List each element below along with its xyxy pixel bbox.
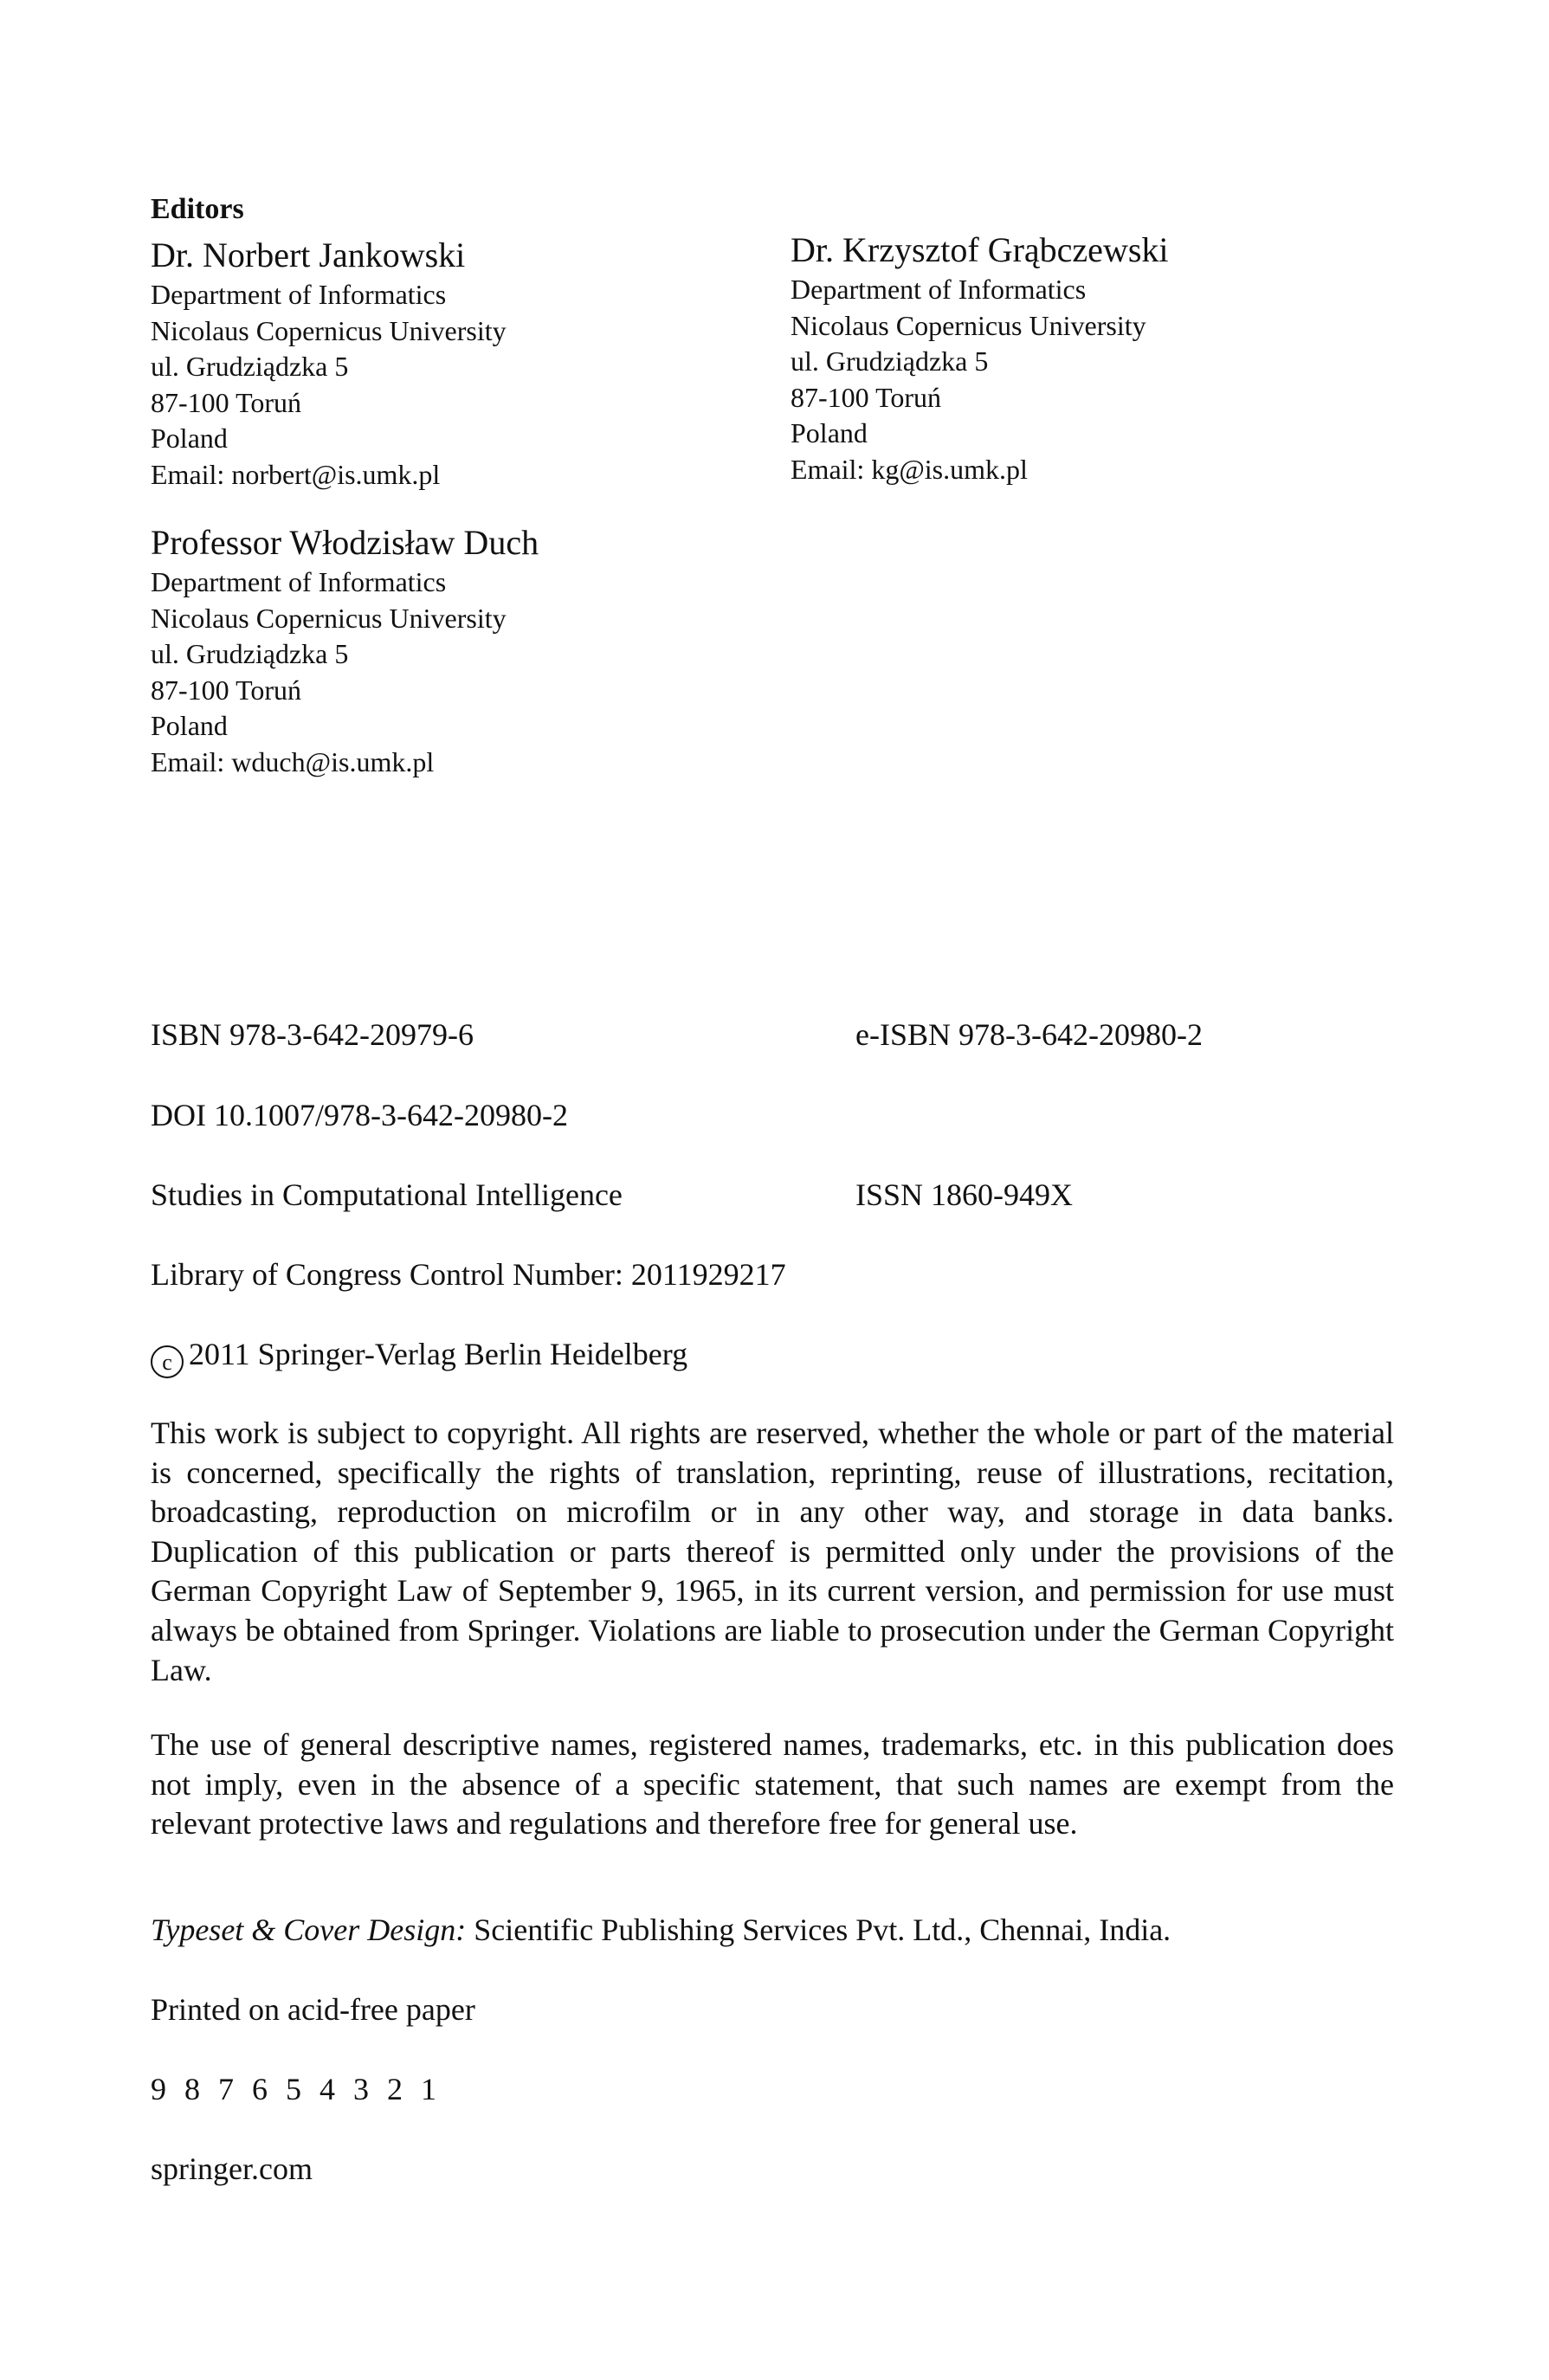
editor-country: Poland (791, 417, 868, 448)
typeset-label: Typeset & Cover Design: (151, 1912, 467, 1947)
editor-email: Email: wduch@is.umk.pl (151, 745, 435, 777)
editor-name: Dr. Norbert Jankowski (151, 235, 466, 274)
editor-university: Nicolaus Copernicus University (791, 309, 1146, 341)
editor-block-duch (151, 523, 539, 780)
series-title: Studies in Computational Intelligence (151, 1177, 623, 1212)
copyright-line (151, 1334, 687, 1378)
editors-heading: Editors (151, 193, 244, 225)
editor-street: ul. Grudziądzka 5 (151, 638, 349, 669)
editor-department: Department of Informatics (791, 274, 1087, 305)
isbn: ISBN 978-3-642-20979-6 (151, 1017, 474, 1052)
e-isbn: e-ISBN 978-3-642-20980-2 (855, 1017, 1203, 1052)
editor-department: Department of Informatics (151, 566, 447, 597)
trademark-paragraph: The use of general descriptive names, registered names, trademarks, etc. in this publication does not imply, even in the absence of a specific statement, that such names are exempt from the relevant protective laws and regulations and therefore free for general use. (151, 1727, 1394, 1841)
editor-block-grabczewski (791, 230, 1169, 487)
editor-name: Professor Włodzisław Duch (151, 523, 539, 562)
typeset-line (151, 1910, 1171, 1950)
editor-street: ul. Grudziądzka 5 (151, 351, 349, 382)
editor-street: ul. Grudziądzka 5 (791, 345, 989, 377)
editor-country: Poland (151, 710, 228, 741)
print-line: 9 8 7 6 5 4 3 2 1 (151, 2072, 442, 2106)
editor-country: Poland (151, 422, 228, 454)
editor-block-jankowski (151, 235, 507, 493)
website: springer.com (151, 2151, 313, 2186)
copyright-paragraph: This work is subject to copyright. All rights are reserved, whether the whole or part of the material is concerned, specifically the rights of translation, reprinting, reuse of illustrations, recitation, broadcasting, reproduction on microfilm or in any other way, and storage in data banks. Duplication of this publication or parts thereof is permitted only under the provisions of the German Copyright Law of September 9, 1965, in its current version, and permission for use must always be obtained from Springer. Violations are liable to prosecution under the German Copyright Law. (151, 1416, 1394, 1687)
editor-city: 87-100 Toruń (151, 386, 302, 418)
editor-email: Email: norbert@is.umk.pl (151, 458, 441, 490)
loc-control-number: Library of Congress Control Number: 2011929217 (151, 1257, 786, 1292)
editor-city: 87-100 Toruń (791, 381, 942, 413)
editor-university: Nicolaus Copernicus University (151, 314, 507, 346)
doi: DOI 10.1007/978-3-642-20980-2 (151, 1098, 568, 1132)
copyright-icon: c (151, 1345, 184, 1378)
copyright-text: 2011 Springer-Verlag Berlin Heidelberg (189, 1337, 688, 1371)
editor-email: Email: kg@is.umk.pl (791, 453, 1028, 485)
issn: ISSN 1860-949X (855, 1177, 1074, 1212)
editor-department: Department of Informatics (151, 279, 447, 310)
editor-university: Nicolaus Copernicus University (151, 602, 507, 634)
paper-note: Printed on acid-free paper (151, 1992, 475, 2027)
typeset-value: Scientific Publishing Services Pvt. Ltd., Chennai, India. (474, 1912, 1171, 1947)
editor-name: Dr. Krzysztof Grąbczewski (791, 230, 1169, 269)
editor-city: 87-100 Toruń (151, 674, 302, 706)
